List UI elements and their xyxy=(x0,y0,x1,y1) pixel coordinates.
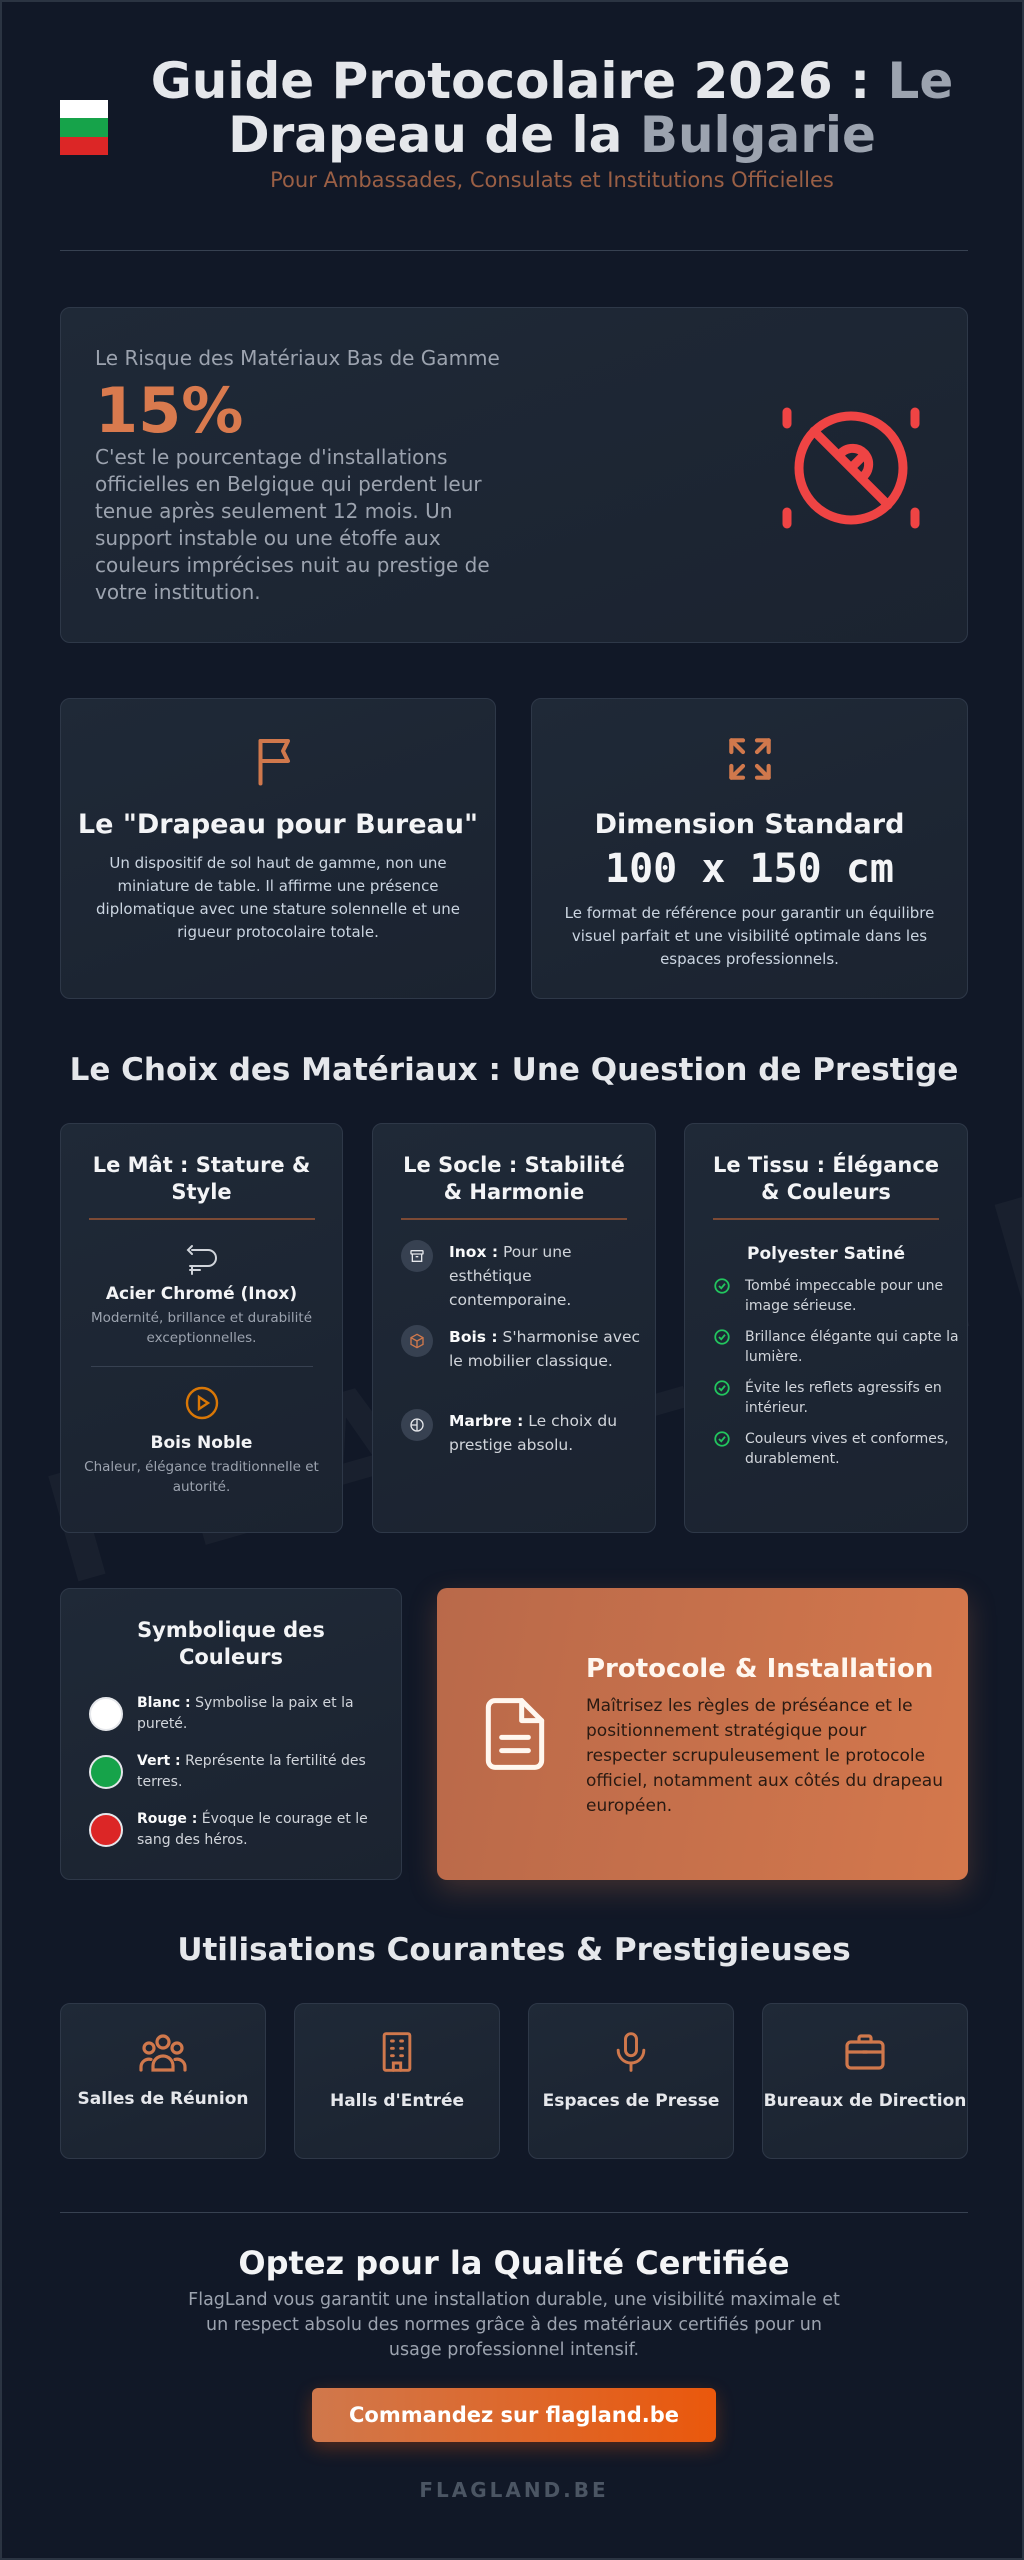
base-item-text: S'harmonise avec le mobilier classique. xyxy=(449,1328,641,1370)
dimension-card xyxy=(531,698,968,999)
wood-base-icon xyxy=(401,1325,433,1357)
color-item-green xyxy=(89,1751,389,1793)
color-label: Rouge : xyxy=(137,1811,198,1827)
divider xyxy=(60,2212,968,2213)
play-circle-icon xyxy=(184,1385,220,1421)
fabric-item-text: Brillance élégante qui capte la lumière. xyxy=(745,1329,959,1365)
color-label: Vert : xyxy=(137,1753,181,1769)
use-card-meeting xyxy=(60,2003,266,2159)
fabric-title: Le Tissu : Élégance & Couleurs xyxy=(712,1153,940,1204)
dimension-value: 100 x 150 cm xyxy=(605,846,894,892)
mast-opt2-desc: Chaleur, élégance traditionnelle et autorité. xyxy=(84,1459,319,1495)
color-text: Symbolise la paix et la pureté. xyxy=(137,1695,354,1732)
fabric-item-text: Tombé impeccable pour une image sérieuse. xyxy=(745,1278,944,1314)
protocol-title: Protocole & Installation xyxy=(586,1654,934,1684)
symbolism-card xyxy=(60,1588,402,1880)
protocol-text: Maîtrisez les règles de préséance et le positionnement stratégique pour respecter scrupuleusement le protocole officiel, notamment aux côtés du drapeau européen. xyxy=(586,1696,943,1816)
materials-section-title: Le Choix des Matériaux : Une Question de Prestige xyxy=(69,1052,959,1088)
briefcase-icon xyxy=(841,2028,889,2076)
color-item-white xyxy=(89,1693,389,1735)
desk-flag-text: Un dispositif de sol haut de gamme, non une miniature de table. Il affirme une présence diplomatique avec une stature solennelle et une rigueur protocolaire totale. xyxy=(96,854,460,941)
mast-card xyxy=(60,1123,343,1533)
cta-text: FlagLand vous garantit une installation durable, une visibilité maximale et un respect absolu des normes grâce à des matériaux certifiés pour un usage professionnel intensif. xyxy=(188,2290,840,2360)
fabric-item xyxy=(713,1429,963,1469)
use-label: Halls d'Entrée xyxy=(329,2091,465,2111)
symbolism-title: Symbolique des Couleurs xyxy=(137,1618,325,1669)
risk-value: 15% xyxy=(95,374,244,447)
fabric-divider xyxy=(713,1218,939,1220)
risk-text: C'est le pourcentage d'installations officielles en Belgique qui perdent leur tenue après seulement 12 mois. Un support instable ou une étoffe aux couleurs imprécises nuit au prestige de votre institution. xyxy=(95,445,490,604)
red-dot xyxy=(89,1813,123,1847)
risk-card xyxy=(60,307,968,643)
page-title xyxy=(132,54,972,162)
base-title: Le Socle : Stabilité & Harmonie xyxy=(403,1153,625,1204)
base-card xyxy=(372,1123,656,1533)
use-label: Espaces de Presse xyxy=(542,2091,720,2111)
title-line1-fade: Le xyxy=(887,52,954,110)
uses-section-title: Utilisations Courantes & Prestigieuses xyxy=(177,1932,851,1968)
base-item-text: Pour une esthétique contemporaine. xyxy=(449,1243,572,1309)
use-card-halls xyxy=(294,2003,500,2159)
title-line1-main: Guide Protocolaire 2026 : xyxy=(150,52,888,110)
fabric-item-text: Couleurs vives et conformes, durablement. xyxy=(745,1431,949,1467)
use-label: Salles de Réunion xyxy=(77,2089,249,2109)
green-dot xyxy=(89,1755,123,1789)
fabric-item xyxy=(713,1327,963,1367)
mast-title: Le Mât : Stature & Style xyxy=(92,1153,311,1204)
mast-divider xyxy=(89,1218,315,1220)
inox-base-icon xyxy=(401,1240,433,1272)
base-item-label: Bois : xyxy=(449,1328,498,1346)
color-text: Évoque le courage et le sang des héros. xyxy=(137,1811,368,1848)
base-divider xyxy=(401,1218,627,1220)
fabric-card xyxy=(684,1123,968,1533)
check-circle-icon xyxy=(713,1430,731,1448)
base-item-label: Inox : xyxy=(449,1243,499,1261)
check-circle-icon xyxy=(713,1379,731,1397)
mast-opt1-desc: Modernité, brillance et durabilité exceptionnelles. xyxy=(90,1310,313,1346)
mast-opt2-title: Bois Noble xyxy=(150,1433,253,1453)
base-item-label: Marbre : xyxy=(449,1412,524,1430)
broken-link-icon xyxy=(781,396,921,536)
fabric-subtitle: Polyester Satiné xyxy=(747,1244,905,1264)
divider xyxy=(60,250,968,251)
base-item xyxy=(401,1409,641,1457)
bulgaria-flag xyxy=(60,100,108,155)
white-dot xyxy=(89,1697,123,1731)
title-line2-fade: Bulgarie xyxy=(639,106,876,164)
base-item-text: Le choix du prestige absolu. xyxy=(449,1412,618,1454)
mast-opt1-title: Acier Chromé (Inox) xyxy=(105,1284,298,1304)
risk-label: Le Risque des Matériaux Bas de Gamme xyxy=(95,346,500,370)
check-circle-icon xyxy=(713,1277,731,1295)
mast-separator xyxy=(91,1366,313,1367)
use-card-press xyxy=(528,2003,734,2159)
color-text: Représente la fertilité des terres. xyxy=(137,1753,366,1790)
desk-flag-card xyxy=(60,698,496,999)
users-icon xyxy=(139,2030,187,2074)
use-card-direction xyxy=(762,2003,968,2159)
chrome-icon xyxy=(182,1244,222,1278)
protocol-card xyxy=(437,1588,968,1880)
microphone-icon xyxy=(609,2028,653,2076)
desk-flag-title: Le "Drapeau pour Bureau" xyxy=(77,809,479,840)
use-label: Bureaux de Direction xyxy=(763,2091,967,2111)
title-line2-main: Drapeau de la xyxy=(228,106,640,164)
dimension-title: Dimension Standard xyxy=(594,809,905,840)
base-item xyxy=(401,1325,641,1373)
dimension-text: Le format de référence pour garantir un équilibre visuel parfait et une visibilité optimale dans les espaces professionnels. xyxy=(564,904,935,968)
footer-brand: FLAGLAND.BE xyxy=(419,2478,609,2502)
fabric-item xyxy=(713,1276,963,1316)
fabric-item xyxy=(713,1378,963,1418)
base-item xyxy=(401,1240,641,1312)
order-button[interactable]: Commandez sur flagland.be xyxy=(312,2388,716,2442)
document-icon xyxy=(475,1694,555,1774)
expand-icon xyxy=(722,731,778,787)
check-circle-icon xyxy=(713,1328,731,1346)
color-item-red xyxy=(89,1809,389,1851)
building-icon xyxy=(375,2028,419,2076)
color-label: Blanc : xyxy=(137,1695,191,1711)
page-subtitle: Pour Ambassades, Consulats et Institutions Officielles xyxy=(270,168,834,192)
cta-title: Optez pour la Qualité Certifiée xyxy=(238,2244,790,2282)
fabric-item-text: Évite les reflets agressifs en intérieur. xyxy=(745,1380,942,1416)
marble-base-icon xyxy=(401,1409,433,1441)
flag-icon xyxy=(248,731,308,791)
